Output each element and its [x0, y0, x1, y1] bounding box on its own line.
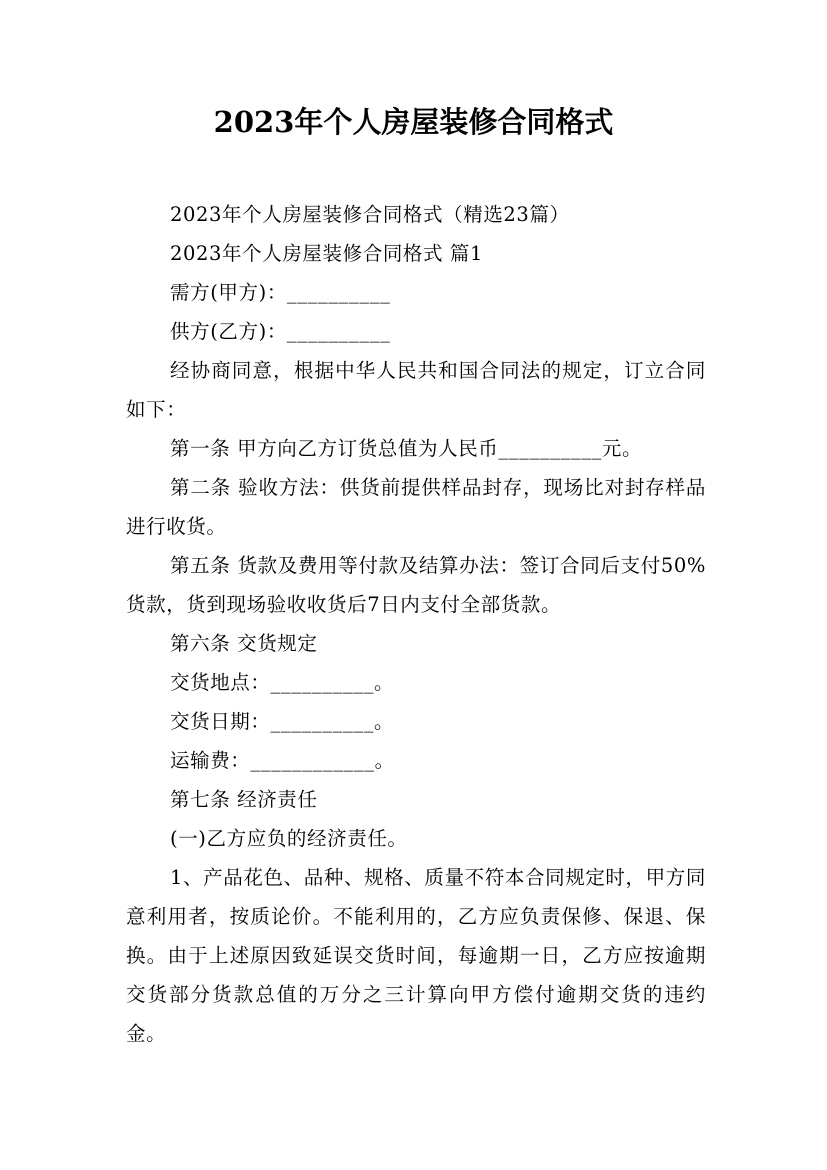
paragraph-delivery-place: 交货地点：__________。 — [170, 671, 395, 694]
paragraph-buyer: 需方(甲方)：__________ — [170, 281, 391, 304]
paragraph-supplier: 供方(乙方)：__________ — [170, 320, 391, 343]
paragraph-article-2: 第二条 验收方法：供货前提供样品封存，现场比对封存样品进行收货。 — [126, 476, 706, 538]
paragraph-liability-item-1: 1、产品花色、品种、规格、质量不符本合同规定时，甲方同意利用者，按质论价。不能利用的，乙方应负责保修、保退、保换。由于上述原因致延误交货时间，每逾期一日，乙方应按逾期交货部分货款总值的万分之三计算向甲方偿付逾期交货的违约金。 — [126, 866, 706, 1045]
paragraph-section-heading: 2023年个人房屋装修合同格式 篇1 — [170, 242, 484, 265]
document-title: 2023年个人房屋装修合同格式 — [213, 105, 614, 139]
paragraph-liability-heading: (一)乙方应负的经济责任。 — [170, 827, 408, 850]
paragraph-intro: 2023年个人房屋装修合同格式（精选23篇） — [170, 203, 570, 226]
paragraph-article-7: 第七条 经济责任 — [170, 788, 318, 811]
paragraph-freight: 运输费：____________。 — [170, 749, 395, 772]
paragraph-delivery-date: 交货日期：__________。 — [170, 710, 395, 733]
document-body — [126, 195, 706, 1053]
paragraph-article-6: 第六条 交货规定 — [170, 632, 318, 655]
paragraph-article-5: 第五条 货款及费用等付款及结算办法：签订合同后支付50%货款，货到现场验收收货后7日内支付全部货款。 — [126, 554, 706, 616]
paragraph-article-1: 第一条 甲方向乙方订货总值为人民币__________元。 — [170, 437, 643, 460]
paragraph-agreement: 经协商同意，根据中华人民共和国合同法的规定，订立合同如下： — [126, 359, 706, 421]
